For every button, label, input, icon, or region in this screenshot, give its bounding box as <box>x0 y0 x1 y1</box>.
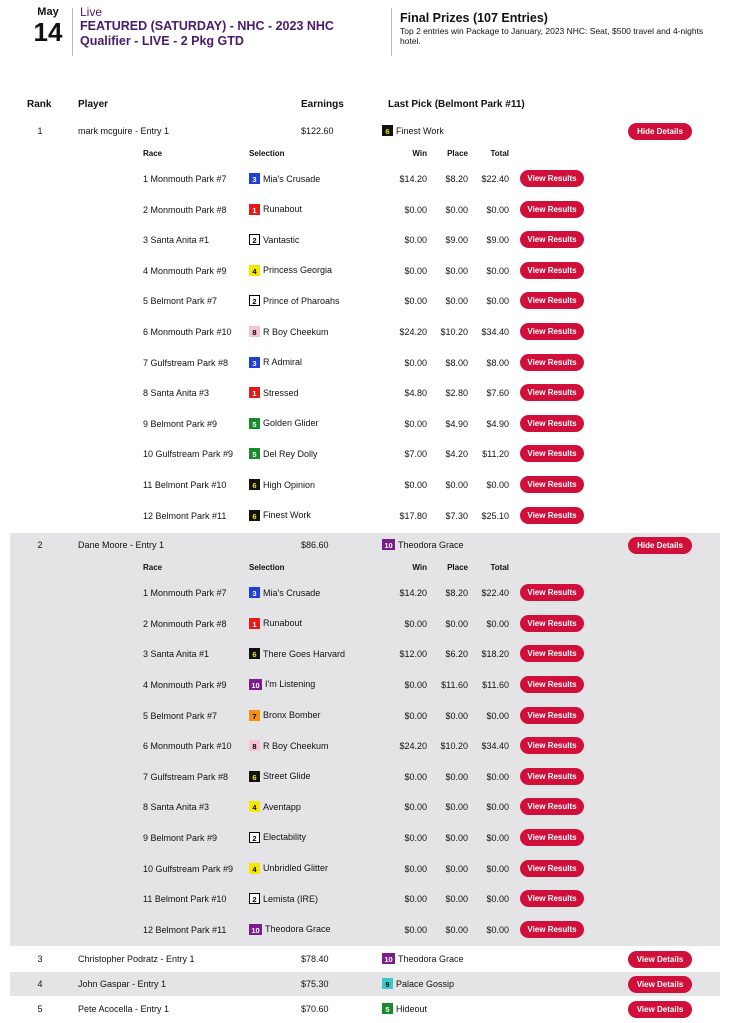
race-place: $0.00 <box>445 771 468 782</box>
sub-header-win: Win <box>412 563 427 573</box>
race-total: $0.00 <box>486 863 509 874</box>
entry-player: John Gaspar - Entry 1 <box>78 979 167 990</box>
race-selection <box>249 204 302 215</box>
event-date <box>28 6 68 46</box>
post-position-badge: 4 <box>249 265 260 276</box>
race-total: $18.20 <box>481 649 509 660</box>
race-win: $0.00 <box>404 618 427 629</box>
entry-player: Dane Moore - Entry 1 <box>78 540 165 551</box>
race-selection <box>249 893 318 904</box>
race-name: 5 Belmont Park #7 <box>143 296 218 307</box>
hide-details-button[interactable]: Hide Details <box>628 537 692 554</box>
race-win: $0.00 <box>404 802 427 813</box>
view-results-button[interactable]: View Results <box>520 737 584 754</box>
hide-details-button[interactable]: Hide Details <box>628 123 692 140</box>
race-selection <box>249 924 331 935</box>
race-name: 12 Belmont Park #11 <box>143 924 227 935</box>
race-total: $11.20 <box>482 449 509 460</box>
race-place: $6.20 <box>445 649 468 660</box>
race-name: 11 Belmont Park #10 <box>143 480 227 490</box>
entry-rank: 4 <box>37 979 43 990</box>
column-header-last-pick: Last Pick (Belmont Park #11) <box>388 99 525 110</box>
race-selection <box>249 710 321 721</box>
race-place: $0.00 <box>445 618 468 629</box>
race-win: $0.00 <box>404 265 427 276</box>
race-name: 2 Monmouth Park #8 <box>143 618 227 629</box>
race-selection <box>249 587 320 598</box>
post-position-badge: 10 <box>249 679 262 690</box>
post-position-badge: 1 <box>249 204 260 215</box>
selection-horse: Mia's Crusade <box>263 587 321 598</box>
race-place: $0.00 <box>445 710 468 721</box>
entry-last-pick <box>382 953 464 964</box>
view-results-button[interactable]: View Results <box>520 584 584 601</box>
race-total: $8.00 <box>486 357 509 368</box>
view-results-button[interactable]: View Results <box>520 262 584 279</box>
sub-header-place: Place <box>447 563 468 573</box>
selection-horse: Del Rey Dolly <box>263 448 318 459</box>
entry-last-pick <box>382 125 444 136</box>
post-position-badge: 2 <box>249 234 260 245</box>
race-total: $11.60 <box>482 679 509 690</box>
race-total: $7.60 <box>486 388 509 399</box>
post-position-badge: 5 <box>382 1003 393 1014</box>
column-header-player: Player <box>78 99 109 110</box>
race-place: $8.20 <box>445 588 468 599</box>
race-name: 3 Santa Anita #1 <box>143 235 210 246</box>
race-total: $4.90 <box>486 418 509 429</box>
selection-horse: Mia's Crusade <box>263 173 321 184</box>
race-win: $0.00 <box>404 863 427 874</box>
divider <box>391 8 392 56</box>
race-name: 6 Monmouth Park #10 <box>143 327 232 337</box>
view-results-button[interactable]: View Results <box>520 829 584 846</box>
race-total: $0.00 <box>486 480 509 490</box>
entry-earnings: $122.60 <box>301 126 334 136</box>
race-name: 9 Belmont Park #9 <box>143 832 218 843</box>
prizes-info <box>400 11 720 46</box>
post-position-badge: 3 <box>249 173 260 184</box>
selection-horse: R Boy Cheekum <box>263 740 329 751</box>
view-results-button[interactable]: View Results <box>520 445 584 462</box>
race-total: $22.40 <box>481 588 509 599</box>
selection-horse: Unbridled Glitter <box>263 863 329 874</box>
sub-header-total: Total <box>490 563 509 573</box>
race-win: $0.00 <box>404 480 427 490</box>
race-place: $0.00 <box>445 863 468 874</box>
race-win: $14.20 <box>399 174 427 184</box>
view-details-button[interactable]: View Details <box>628 976 692 993</box>
post-position-badge: 4 <box>249 863 260 874</box>
entry-rank: 2 <box>37 540 43 551</box>
race-place: $0.00 <box>445 480 468 490</box>
race-name: 10 Gulfstream Park #9 <box>143 449 234 460</box>
view-results-button[interactable]: View Results <box>520 615 584 632</box>
race-name: 12 Belmont Park #11 <box>143 510 227 521</box>
race-total: $34.40 <box>481 327 509 337</box>
entry-earnings: $86.60 <box>301 540 329 551</box>
post-position-badge: 6 <box>249 510 260 521</box>
prizes-description: Top 2 entries win Package to January, 2023 NHC: Seat, $500 travel and 4-nights hotel. <box>400 26 704 46</box>
race-place: $10.20 <box>440 327 468 337</box>
race-selection <box>249 510 311 521</box>
race-name: 4 Monmouth Park #9 <box>143 679 227 690</box>
view-details-button[interactable]: View Details <box>628 1001 692 1018</box>
race-total: $0.00 <box>486 710 509 721</box>
race-selection <box>249 771 311 782</box>
selection-horse: Stressed <box>263 387 299 398</box>
view-results-button[interactable]: View Results <box>520 201 584 218</box>
race-win: $14.20 <box>399 588 427 599</box>
view-results-button[interactable]: View Results <box>520 798 584 815</box>
race-total: $0.00 <box>486 802 509 813</box>
post-position-badge: 1 <box>249 387 260 398</box>
event-info <box>80 5 380 49</box>
race-total: $22.40 <box>481 174 509 184</box>
sub-header-total: Total <box>490 149 509 158</box>
race-win: $0.00 <box>404 924 427 935</box>
post-position-badge: 9 <box>382 978 393 989</box>
race-place: $7.30 <box>445 510 468 521</box>
entry-player: Christopher Podratz - Entry 1 <box>78 954 195 965</box>
race-selection <box>249 418 319 429</box>
race-place: $4.20 <box>445 449 468 460</box>
selection-horse: R Boy Cheekum <box>263 326 329 337</box>
selection-horse: Runabout <box>263 618 303 629</box>
sub-header-win: Win <box>412 149 427 158</box>
selection-horse: Electability <box>263 832 307 843</box>
post-position-badge: 1 <box>249 618 260 629</box>
race-total: $25.10 <box>481 510 509 521</box>
sub-header-selection: Selection <box>249 563 285 573</box>
race-place: $10.20 <box>440 741 468 752</box>
race-name: 7 Gulfstream Park #8 <box>143 771 229 782</box>
post-position-badge: 2 <box>249 295 260 306</box>
race-place: $0.00 <box>445 924 468 935</box>
race-win: $4.80 <box>404 388 427 399</box>
post-position-badge: 7 <box>249 710 260 721</box>
selection-horse: Golden Glider <box>263 418 319 429</box>
race-win: $0.00 <box>404 418 427 429</box>
view-results-button[interactable]: View Results <box>520 645 584 662</box>
race-name: 7 Gulfstream Park #8 <box>143 357 229 368</box>
race-place: $0.00 <box>445 802 468 813</box>
selection-horse: Bronx Bomber <box>263 710 321 721</box>
post-position-badge: 10 <box>382 539 395 550</box>
post-position-badge: 4 <box>249 801 260 812</box>
race-place: $11.60 <box>441 679 468 690</box>
race-win: $0.00 <box>404 832 427 843</box>
race-win: $0.00 <box>404 710 427 721</box>
leaderboard-entry <box>10 997 720 1021</box>
race-name: 11 Belmont Park #10 <box>143 894 227 905</box>
entry-last-pick <box>382 1003 427 1014</box>
sub-header-place: Place <box>447 149 468 158</box>
view-results-button[interactable]: View Results <box>520 292 584 309</box>
view-results-button[interactable]: View Results <box>520 921 584 938</box>
last-pick-horse: Theodora Grace <box>398 953 464 964</box>
race-selection <box>249 679 315 690</box>
race-selection <box>249 448 318 459</box>
race-name: 4 Monmouth Park #9 <box>143 265 227 276</box>
view-results-button[interactable]: View Results <box>520 231 584 248</box>
selection-horse: Prince of Pharoahs <box>263 295 340 306</box>
divider <box>72 8 73 56</box>
race-selection <box>249 740 329 751</box>
leaderboard-entry <box>10 119 720 532</box>
entry-rank: 1 <box>37 126 43 136</box>
race-selection <box>249 326 329 337</box>
prizes-title: Final Prizes (107 Entries) <box>400 11 548 25</box>
post-position-badge: 5 <box>249 418 260 429</box>
race-selection <box>249 618 302 629</box>
race-win: $0.00 <box>404 894 427 905</box>
last-pick-horse: Theodora Grace <box>398 539 464 550</box>
view-results-button[interactable]: View Results <box>520 768 584 785</box>
race-name: 8 Santa Anita #3 <box>143 802 210 813</box>
entry-last-pick <box>382 539 464 550</box>
sub-header-selection: Selection <box>249 149 285 158</box>
race-selection <box>249 479 315 490</box>
leaderboard-entry <box>10 533 720 946</box>
post-position-badge: 6 <box>249 771 260 782</box>
entry-player: Pete Acocella - Entry 1 <box>78 1004 170 1015</box>
view-results-button[interactable]: View Results <box>520 384 584 401</box>
view-results-button[interactable]: View Results <box>520 676 584 693</box>
post-position-badge: 6 <box>382 125 393 136</box>
race-total: $0.00 <box>486 204 509 215</box>
race-win: $24.20 <box>399 327 427 337</box>
view-results-button[interactable]: View Results <box>520 354 584 371</box>
race-selection <box>249 265 332 276</box>
sub-header-race: Race <box>143 149 163 158</box>
race-total: $0.00 <box>486 296 509 307</box>
event-day: 14 <box>33 17 63 47</box>
race-selection <box>249 387 299 398</box>
race-place: $2.80 <box>445 388 468 399</box>
race-name: 10 Gulfstream Park #9 <box>143 863 234 874</box>
race-selection <box>249 801 301 812</box>
race-name: 2 Monmouth Park #8 <box>143 204 227 215</box>
page-header <box>0 0 740 70</box>
selection-horse: Finest Work <box>263 510 311 521</box>
race-place: $8.00 <box>445 357 468 368</box>
entry-earnings: $70.60 <box>301 1004 329 1015</box>
column-header-earnings: Earnings <box>301 99 344 110</box>
view-results-button[interactable]: View Results <box>520 476 584 493</box>
race-win: $12.00 <box>399 649 427 660</box>
event-status: Live <box>80 5 103 19</box>
race-total: $0.00 <box>486 771 509 782</box>
entry-last-pick <box>382 978 454 989</box>
sub-header-race: Race <box>143 563 163 573</box>
event-title: FEATURED (SATURDAY) - NHC - 2023 NHC Qualifier - LIVE - 2 Pkg GTD <box>80 19 334 48</box>
selection-horse: Street Glide <box>263 771 311 782</box>
selection-horse: Theodora Grace <box>265 924 331 935</box>
view-details-button[interactable]: View Details <box>628 951 692 968</box>
view-results-button[interactable]: View Results <box>520 507 584 524</box>
view-results-button[interactable]: View Results <box>520 170 584 187</box>
race-name: 3 Santa Anita #1 <box>143 649 210 660</box>
selection-horse: Runabout <box>263 204 303 215</box>
post-position-badge: 10 <box>382 953 395 964</box>
selection-horse: Vantastic <box>263 234 300 245</box>
entry-rank: 3 <box>37 954 43 965</box>
last-pick-horse: Hideout <box>396 1003 428 1014</box>
view-results-button[interactable]: View Results <box>520 707 584 724</box>
event-month: May <box>37 6 59 18</box>
race-name: 1 Monmouth Park #7 <box>143 174 227 184</box>
race-selection <box>249 357 302 368</box>
view-results-button[interactable]: View Results <box>520 415 584 432</box>
post-position-badge: 10 <box>249 924 262 935</box>
race-win: $24.20 <box>399 741 427 752</box>
race-name: 8 Santa Anita #3 <box>143 388 210 399</box>
race-win: $7.00 <box>404 449 427 460</box>
entry-earnings: $75.30 <box>301 979 329 990</box>
race-win: $0.00 <box>404 771 427 782</box>
entry-rank: 5 <box>37 1004 43 1015</box>
race-name: 5 Belmont Park #7 <box>143 710 218 721</box>
column-header-rank: Rank <box>27 99 52 110</box>
selection-horse: Princess Georgia <box>263 265 333 276</box>
post-position-badge: 2 <box>249 893 260 904</box>
race-name: 6 Monmouth Park #10 <box>143 741 232 752</box>
leaderboard-entry <box>10 972 720 996</box>
race-win: $0.00 <box>404 235 427 246</box>
post-position-badge: 3 <box>249 357 260 368</box>
entry-earnings: $78.40 <box>301 954 329 965</box>
last-pick-horse: Palace Gossip <box>396 978 455 989</box>
post-position-badge: 3 <box>249 587 260 598</box>
post-position-badge: 2 <box>249 832 260 843</box>
post-position-badge: 5 <box>249 448 260 459</box>
race-win: $17.80 <box>399 510 427 521</box>
selection-horse: R Admiral <box>263 357 303 368</box>
race-selection <box>249 863 328 874</box>
race-place: $4.90 <box>445 418 468 429</box>
selection-horse: Aventapp <box>263 801 301 812</box>
race-total: $0.00 <box>486 618 509 629</box>
race-selection <box>249 648 345 659</box>
race-total: $0.00 <box>486 832 509 843</box>
post-position-badge: 8 <box>249 740 260 751</box>
race-win: $0.00 <box>404 357 427 368</box>
race-place: $8.20 <box>445 174 468 184</box>
post-position-badge: 6 <box>249 648 260 659</box>
race-win: $0.00 <box>404 679 427 690</box>
post-position-badge: 8 <box>249 326 260 337</box>
race-total: $0.00 <box>486 894 509 905</box>
race-win: $0.00 <box>404 296 427 307</box>
leaderboard-entry <box>10 947 720 971</box>
race-total: $34.40 <box>481 741 509 752</box>
race-win: $0.00 <box>404 204 427 215</box>
race-place: $0.00 <box>445 204 468 215</box>
post-position-badge: 6 <box>249 479 260 490</box>
race-total: $9.00 <box>486 235 509 246</box>
race-place: $0.00 <box>445 296 468 307</box>
view-results-button[interactable]: View Results <box>520 860 584 877</box>
last-pick-horse: Finest Work <box>396 125 444 136</box>
race-selection <box>249 234 299 245</box>
selection-horse: Lemista (IRE) <box>263 893 319 904</box>
entry-player: mark mcguire - Entry 1 <box>78 126 170 136</box>
race-place: $0.00 <box>445 265 468 276</box>
race-name: 9 Belmont Park #9 <box>143 418 218 429</box>
selection-horse: There Goes Harvard <box>263 648 346 659</box>
race-total: $0.00 <box>486 924 509 935</box>
race-name: 1 Monmouth Park #7 <box>143 588 227 599</box>
race-selection <box>249 832 306 843</box>
selection-horse: I'm Listening <box>265 679 316 690</box>
race-selection <box>249 295 340 306</box>
race-place: $0.00 <box>445 894 468 905</box>
selection-horse: High Opinion <box>263 479 316 490</box>
race-total: $0.00 <box>486 265 509 276</box>
view-results-button[interactable]: View Results <box>520 323 584 340</box>
race-place: $0.00 <box>445 832 468 843</box>
race-place: $9.00 <box>445 235 468 246</box>
view-results-button[interactable]: View Results <box>520 890 584 907</box>
race-selection <box>249 173 320 184</box>
